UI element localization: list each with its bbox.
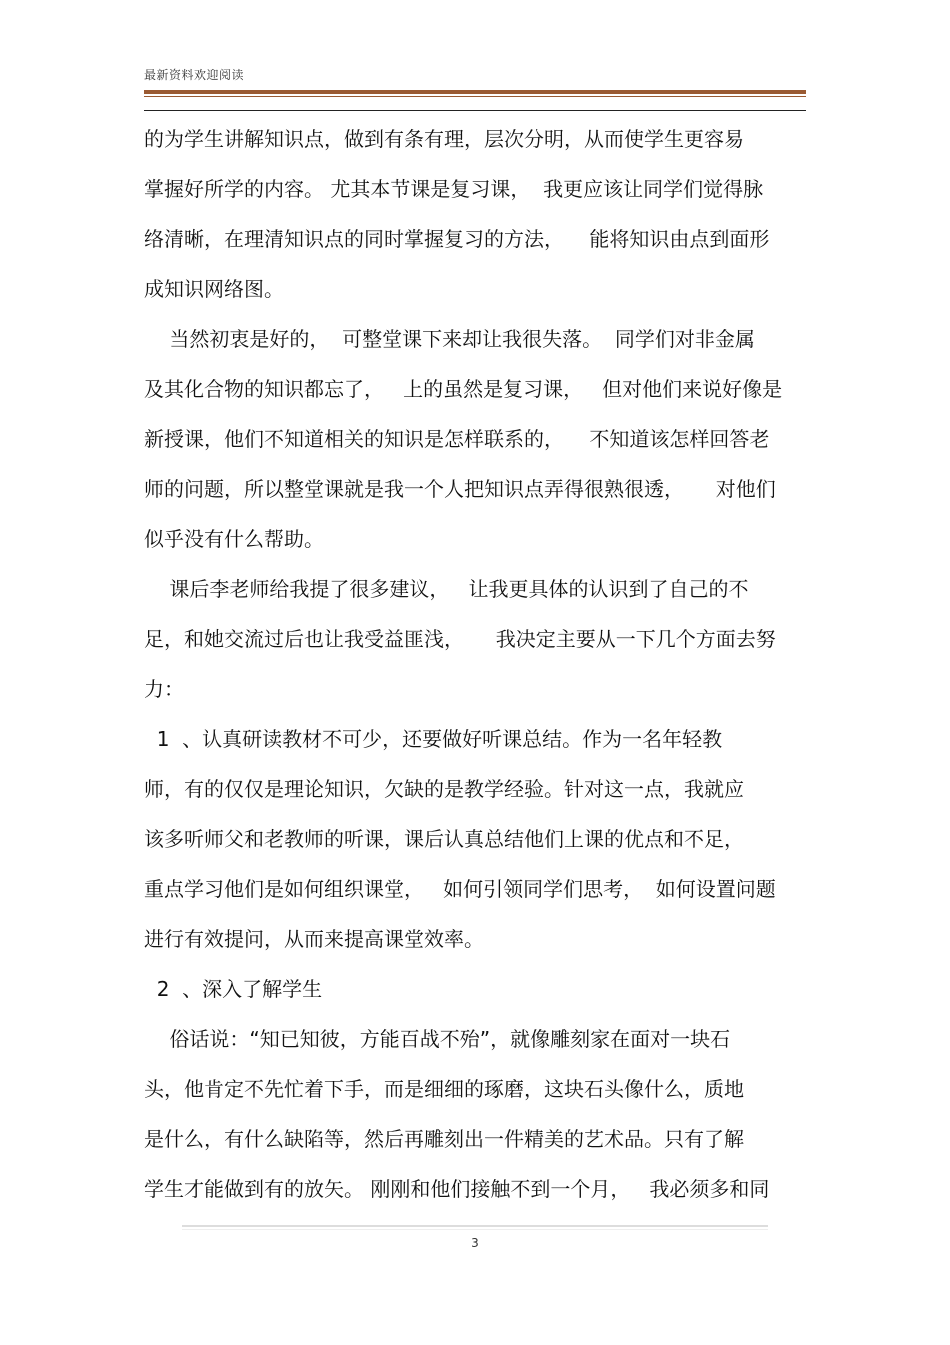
body-line: 1 、认真研读教材不可少，还要做好听课总结。作为一名年轻教	[144, 727, 723, 751]
body-line: 似乎没有什么帮助。	[144, 527, 324, 551]
footer-rule	[182, 1225, 768, 1227]
body-line: 新授课，他们不知道相关的知识是怎样联系的， 不知道该怎样回答老	[144, 427, 770, 451]
body-line: 足，和她交流过后也让我受益匪浅， 我决定主要从一下几个方面去努	[144, 627, 776, 651]
body-line: 进行有效提问，从而来提高课堂效率。	[144, 927, 484, 951]
header-text: 最新资料欢迎阅读	[144, 68, 245, 82]
body-line: 的为学生讲解知识点，做到有条有理，层次分明，从而使学生更容易	[144, 127, 744, 151]
body-line: 及其化合物的知识都忘了， 上的虽然是复习课， 但对他们来说好像是	[144, 377, 783, 401]
page-number: 3	[471, 1236, 479, 1250]
body-line: 重点学习他们是如何组织课堂， 如何引领同学们思考， 如何设置问题	[144, 877, 776, 901]
header-rule-dark	[144, 110, 806, 111]
body-line: 头，他肯定不先忙着下手，而是细细的琢磨，这块石头像什么，质地	[144, 1077, 744, 1101]
body-line: 学生才能做到有的放矢。 刚刚和他们接触不到一个月， 我必须多和同	[144, 1177, 770, 1201]
body-line: 该多听师父和老教师的听课，课后认真总结他们上课的优点和不足，	[144, 827, 744, 851]
body-line: 成知识网络图。	[144, 277, 284, 301]
body-line: 掌握好所学的内容。 尤其本节课是复习课， 我更应该让同学们觉得脉	[144, 177, 764, 201]
body-line: 师的问题，所以整堂课就是我一个人把知识点弄得很熟很透， 对他们	[144, 477, 776, 501]
header-rule-thin	[144, 96, 806, 97]
body-line: 当然初衷是好的， 可整堂课下来却让我很失落。 同学们对非金属	[144, 327, 755, 351]
body-line: 是什么，有什么缺陷等，然后再雕刻出一件精美的艺术品。只有了解	[144, 1127, 744, 1151]
header-rule-thick	[144, 90, 806, 94]
footer-rule-thin	[182, 1229, 768, 1230]
body-line: 课后李老师给我提了很多建议， 让我更具体的认识到了自己的不	[144, 577, 749, 601]
body-line: 2 、深入了解学生	[144, 977, 323, 1001]
body-line: 络清晰，在理清知识点的同时掌握复习的方法， 能将知识由点到面形	[144, 227, 770, 251]
body-line: 俗话说：“知已知彼，方能百战不殆”，就像雕刻家在面对一块石	[144, 1027, 731, 1051]
body-line: 力：	[144, 677, 184, 701]
body-line: 师，有的仅仅是理论知识，欠缺的是教学经验。针对这一点，我就应	[144, 777, 744, 801]
